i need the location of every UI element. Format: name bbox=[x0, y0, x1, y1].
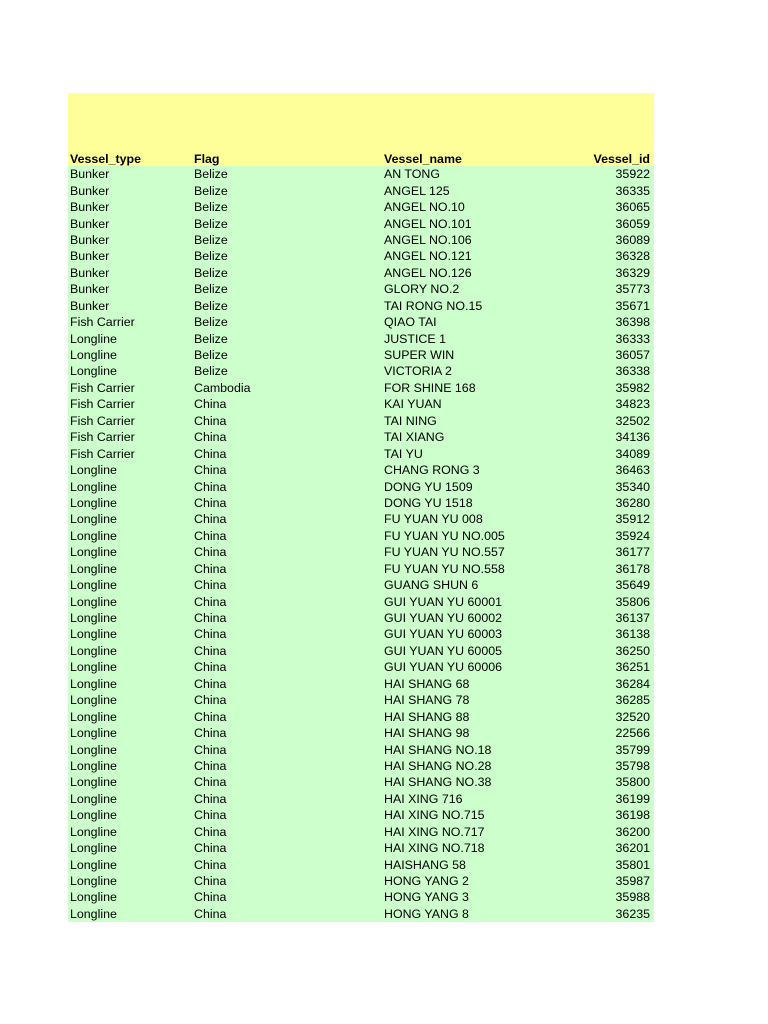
cell-vessel-id: 35799 bbox=[615, 742, 650, 757]
table-row bbox=[68, 824, 654, 840]
table-row bbox=[68, 561, 654, 577]
cell-flag: China bbox=[194, 545, 227, 560]
cell-flag: China bbox=[194, 463, 227, 478]
table-row bbox=[68, 413, 654, 429]
table-row bbox=[68, 199, 654, 215]
cell-vessel-name: ANGEL NO.106 bbox=[384, 232, 472, 247]
table-row bbox=[68, 906, 654, 922]
cell-flag: China bbox=[194, 775, 227, 790]
cell-vessel-id: 36138 bbox=[615, 627, 650, 642]
cell-flag: China bbox=[194, 413, 227, 428]
cell-vessel-name: ANGEL 125 bbox=[384, 183, 450, 198]
table-row bbox=[68, 462, 654, 478]
cell-vessel-type: Longline bbox=[70, 512, 117, 527]
cell-vessel-type: Longline bbox=[70, 726, 117, 741]
table-row bbox=[68, 873, 654, 889]
table-row bbox=[68, 528, 654, 544]
table-row bbox=[68, 692, 654, 708]
cell-vessel-id: 36335 bbox=[615, 183, 650, 198]
cell-vessel-type: Bunker bbox=[70, 265, 110, 280]
cell-flag: China bbox=[194, 841, 227, 856]
cell-vessel-type: Bunker bbox=[70, 183, 110, 198]
table-row bbox=[68, 347, 654, 363]
cell-vessel-name: GUI YUAN YU 60006 bbox=[384, 660, 503, 675]
cell-vessel-type: Longline bbox=[70, 594, 117, 609]
table-row bbox=[68, 593, 654, 609]
table-row bbox=[68, 215, 654, 231]
cell-vessel-id: 35912 bbox=[615, 512, 650, 527]
column-header-vessel-name: Vessel_name bbox=[384, 152, 462, 166]
cell-flag: Belize bbox=[194, 249, 228, 264]
table-row bbox=[68, 544, 654, 560]
cell-vessel-type: Longline bbox=[70, 676, 117, 691]
cell-vessel-id: 36338 bbox=[615, 364, 650, 379]
cell-vessel-name: QIAO TAI bbox=[384, 315, 437, 330]
cell-vessel-id: 35800 bbox=[615, 775, 650, 790]
cell-vessel-name: TAI YU bbox=[384, 446, 423, 461]
table-row bbox=[68, 807, 654, 823]
cell-vessel-type: Longline bbox=[70, 627, 117, 642]
table-row bbox=[68, 791, 654, 807]
cell-vessel-name: HAI SHANG NO.38 bbox=[384, 775, 492, 790]
cell-flag: China bbox=[194, 709, 227, 724]
cell-vessel-name: HAISHANG 58 bbox=[384, 857, 466, 872]
cell-vessel-id: 35649 bbox=[615, 578, 650, 593]
cell-vessel-name: HAI SHANG 78 bbox=[384, 693, 470, 708]
cell-flag: China bbox=[194, 660, 227, 675]
cell-vessel-name: TAI RONG NO.15 bbox=[384, 298, 483, 313]
cell-vessel-type: Longline bbox=[70, 709, 117, 724]
cell-vessel-name: FU YUAN YU NO.005 bbox=[384, 528, 505, 543]
cell-vessel-name: DONG YU 1509 bbox=[384, 479, 473, 494]
cell-vessel-id: 35922 bbox=[615, 167, 650, 182]
cell-vessel-type: Longline bbox=[70, 545, 117, 560]
cell-flag: Belize bbox=[194, 216, 228, 231]
table-row bbox=[68, 445, 654, 461]
cell-vessel-name: KAI YUAN bbox=[384, 397, 442, 412]
column-header-vessel-id: Vessel_id bbox=[593, 152, 650, 166]
cell-vessel-id: 36328 bbox=[615, 249, 650, 264]
cell-vessel-id: 36285 bbox=[615, 693, 650, 708]
cell-vessel-id: 35987 bbox=[615, 874, 650, 889]
table-row bbox=[68, 708, 654, 724]
cell-vessel-id: 36200 bbox=[615, 824, 650, 839]
cell-vessel-type: Longline bbox=[70, 331, 117, 346]
cell-vessel-id: 35806 bbox=[615, 594, 650, 609]
cell-vessel-name: FU YUAN YU NO.558 bbox=[384, 561, 505, 576]
cell-vessel-name: HAI SHANG NO.18 bbox=[384, 742, 492, 757]
cell-flag: China bbox=[194, 824, 227, 839]
cell-vessel-name: JUSTICE 1 bbox=[384, 331, 446, 346]
cell-vessel-type: Longline bbox=[70, 758, 117, 773]
table-row bbox=[68, 478, 654, 494]
table-row bbox=[68, 741, 654, 757]
table-row bbox=[68, 758, 654, 774]
cell-flag: Belize bbox=[194, 348, 228, 363]
cell-flag: Belize bbox=[194, 183, 228, 198]
header-banner bbox=[68, 93, 654, 149]
cell-flag: China bbox=[194, 446, 227, 461]
cell-flag: Belize bbox=[194, 298, 228, 313]
cell-vessel-type: Fish Carrier bbox=[70, 430, 135, 445]
cell-flag: China bbox=[194, 693, 227, 708]
cell-flag: China bbox=[194, 397, 227, 412]
table-row bbox=[68, 511, 654, 527]
cell-flag: China bbox=[194, 791, 227, 806]
table-row bbox=[68, 330, 654, 346]
cell-vessel-name: HAI XING NO.718 bbox=[384, 841, 485, 856]
cell-vessel-type: Fish Carrier bbox=[70, 397, 135, 412]
cell-flag: China bbox=[194, 611, 227, 626]
cell-flag: Belize bbox=[194, 232, 228, 247]
cell-vessel-id: 36284 bbox=[615, 676, 650, 691]
cell-vessel-id: 35340 bbox=[615, 479, 650, 494]
table-body bbox=[68, 166, 654, 922]
cell-vessel-type: Longline bbox=[70, 791, 117, 806]
cell-vessel-name: CHANG RONG 3 bbox=[384, 463, 480, 478]
cell-vessel-id: 34823 bbox=[615, 397, 650, 412]
cell-vessel-type: Longline bbox=[70, 364, 117, 379]
table-row bbox=[68, 676, 654, 692]
cell-vessel-id: 22566 bbox=[615, 726, 650, 741]
cell-vessel-type: Fish Carrier bbox=[70, 446, 135, 461]
cell-flag: China bbox=[194, 495, 227, 510]
cell-vessel-name: HAI SHANG NO.28 bbox=[384, 758, 492, 773]
cell-vessel-id: 32502 bbox=[615, 413, 650, 428]
cell-flag: China bbox=[194, 758, 227, 773]
cell-vessel-id: 35924 bbox=[615, 528, 650, 543]
cell-vessel-name: GUI YUAN YU 60001 bbox=[384, 594, 503, 609]
cell-flag: Belize bbox=[194, 315, 228, 330]
cell-flag: China bbox=[194, 643, 227, 658]
cell-vessel-type: Longline bbox=[70, 495, 117, 510]
cell-vessel-id: 36057 bbox=[615, 348, 650, 363]
table-row bbox=[68, 281, 654, 297]
cell-flag: China bbox=[194, 561, 227, 576]
table-row bbox=[68, 166, 654, 182]
cell-vessel-name: ANGEL NO.101 bbox=[384, 216, 472, 231]
cell-vessel-id: 35801 bbox=[615, 857, 650, 872]
column-header-vessel-type: Vessel_type bbox=[70, 152, 141, 166]
cell-flag: China bbox=[194, 512, 227, 527]
cell-vessel-name: HAI XING NO.715 bbox=[384, 808, 485, 823]
cell-vessel-type: Longline bbox=[70, 561, 117, 576]
cell-flag: China bbox=[194, 742, 227, 757]
table-header bbox=[68, 149, 654, 166]
cell-vessel-name: GUI YUAN YU 60005 bbox=[384, 643, 503, 658]
cell-vessel-type: Bunker bbox=[70, 167, 110, 182]
cell-vessel-type: Longline bbox=[70, 841, 117, 856]
cell-vessel-type: Longline bbox=[70, 643, 117, 658]
cell-vessel-type: Longline bbox=[70, 348, 117, 363]
cell-vessel-name: FU YUAN YU NO.557 bbox=[384, 545, 505, 560]
cell-vessel-name: DONG YU 1518 bbox=[384, 495, 473, 510]
cell-vessel-name: GUI YUAN YU 60002 bbox=[384, 611, 503, 626]
cell-vessel-name: TAI NING bbox=[384, 413, 437, 428]
cell-flag: China bbox=[194, 578, 227, 593]
cell-vessel-type: Fish Carrier bbox=[70, 380, 135, 395]
cell-vessel-name: HAI XING NO.717 bbox=[384, 824, 485, 839]
table-row bbox=[68, 774, 654, 790]
cell-vessel-id: 34136 bbox=[615, 430, 650, 445]
cell-vessel-id: 36065 bbox=[615, 200, 650, 215]
cell-vessel-id: 36329 bbox=[615, 265, 650, 280]
cell-vessel-type: Longline bbox=[70, 611, 117, 626]
cell-vessel-id: 36250 bbox=[615, 643, 650, 658]
cell-vessel-type: Longline bbox=[70, 808, 117, 823]
cell-vessel-type: Longline bbox=[70, 693, 117, 708]
cell-vessel-type: Longline bbox=[70, 463, 117, 478]
cell-vessel-name: HAI XING 716 bbox=[384, 791, 463, 806]
table-row bbox=[68, 429, 654, 445]
table-row bbox=[68, 396, 654, 412]
cell-vessel-type: Bunker bbox=[70, 232, 110, 247]
cell-vessel-type: Fish Carrier bbox=[70, 413, 135, 428]
cell-vessel-type: Bunker bbox=[70, 200, 110, 215]
cell-vessel-id: 36333 bbox=[615, 331, 650, 346]
cell-vessel-id: 36398 bbox=[615, 315, 650, 330]
cell-vessel-name: VICTORIA 2 bbox=[384, 364, 452, 379]
cell-vessel-type: Bunker bbox=[70, 282, 110, 297]
table-row bbox=[68, 725, 654, 741]
cell-vessel-name: AN TONG bbox=[384, 167, 440, 182]
column-header-flag: Flag bbox=[194, 152, 220, 166]
cell-flag: China bbox=[194, 726, 227, 741]
cell-flag: Cambodia bbox=[194, 380, 251, 395]
table-row bbox=[68, 577, 654, 593]
cell-flag: China bbox=[194, 857, 227, 872]
cell-vessel-name: GUI YUAN YU 60003 bbox=[384, 627, 503, 642]
table-row bbox=[68, 363, 654, 379]
cell-vessel-id: 36199 bbox=[615, 791, 650, 806]
cell-vessel-id: 32520 bbox=[615, 709, 650, 724]
cell-vessel-name: FU YUAN YU 008 bbox=[384, 512, 483, 527]
table-row bbox=[68, 298, 654, 314]
cell-vessel-type: Bunker bbox=[70, 216, 110, 231]
table-row bbox=[68, 232, 654, 248]
cell-vessel-type: Bunker bbox=[70, 298, 110, 313]
table-row bbox=[68, 248, 654, 264]
cell-flag: Belize bbox=[194, 167, 228, 182]
cell-vessel-id: 36089 bbox=[615, 232, 650, 247]
cell-vessel-id: 36201 bbox=[615, 841, 650, 856]
table-row bbox=[68, 314, 654, 330]
cell-flag: China bbox=[194, 479, 227, 494]
cell-flag: Belize bbox=[194, 331, 228, 346]
cell-vessel-name: HAI SHANG 98 bbox=[384, 726, 470, 741]
cell-vessel-name: TAI XIANG bbox=[384, 430, 445, 445]
cell-flag: Belize bbox=[194, 200, 228, 215]
cell-vessel-type: Longline bbox=[70, 742, 117, 757]
cell-vessel-id: 36235 bbox=[615, 906, 650, 921]
table-row bbox=[68, 610, 654, 626]
table-row bbox=[68, 659, 654, 675]
cell-vessel-type: Longline bbox=[70, 874, 117, 889]
cell-flag: China bbox=[194, 890, 227, 905]
cell-vessel-id: 36463 bbox=[615, 463, 650, 478]
cell-vessel-id: 36137 bbox=[615, 611, 650, 626]
table-row bbox=[68, 626, 654, 642]
cell-vessel-id: 35671 bbox=[615, 298, 650, 313]
cell-vessel-id: 36280 bbox=[615, 495, 650, 510]
cell-vessel-name: ANGEL NO.126 bbox=[384, 265, 472, 280]
cell-vessel-name: HONG YANG 8 bbox=[384, 906, 469, 921]
cell-vessel-name: HAI SHANG 88 bbox=[384, 709, 470, 724]
cell-flag: China bbox=[194, 627, 227, 642]
cell-vessel-name: GUANG SHUN 6 bbox=[384, 578, 479, 593]
cell-flag: China bbox=[194, 430, 227, 445]
cell-flag: Belize bbox=[194, 265, 228, 280]
cell-vessel-name: ANGEL NO.121 bbox=[384, 249, 472, 264]
cell-vessel-type: Longline bbox=[70, 890, 117, 905]
cell-vessel-id: 36251 bbox=[615, 660, 650, 675]
cell-flag: China bbox=[194, 906, 227, 921]
table-row bbox=[68, 380, 654, 396]
cell-flag: China bbox=[194, 808, 227, 823]
cell-vessel-id: 35982 bbox=[615, 380, 650, 395]
cell-flag: Belize bbox=[194, 282, 228, 297]
vessel-table bbox=[68, 93, 654, 922]
cell-flag: China bbox=[194, 676, 227, 691]
cell-vessel-name: HAI SHANG 68 bbox=[384, 676, 470, 691]
cell-vessel-type: Longline bbox=[70, 578, 117, 593]
cell-flag: China bbox=[194, 594, 227, 609]
cell-vessel-name: HONG YANG 2 bbox=[384, 874, 469, 889]
cell-vessel-id: 35773 bbox=[615, 282, 650, 297]
cell-vessel-type: Fish Carrier bbox=[70, 315, 135, 330]
table-row bbox=[68, 182, 654, 198]
cell-vessel-type: Longline bbox=[70, 479, 117, 494]
cell-flag: China bbox=[194, 874, 227, 889]
cell-vessel-name: GLORY NO.2 bbox=[384, 282, 460, 297]
cell-vessel-id: 35988 bbox=[615, 890, 650, 905]
table-row bbox=[68, 889, 654, 905]
cell-vessel-name: HONG YANG 3 bbox=[384, 890, 469, 905]
cell-vessel-id: 36177 bbox=[615, 545, 650, 560]
table-row bbox=[68, 643, 654, 659]
cell-vessel-type: Bunker bbox=[70, 249, 110, 264]
table-row bbox=[68, 495, 654, 511]
cell-vessel-type: Longline bbox=[70, 906, 117, 921]
cell-vessel-id: 36198 bbox=[615, 808, 650, 823]
cell-vessel-type: Longline bbox=[70, 775, 117, 790]
cell-vessel-name: ANGEL NO.10 bbox=[384, 200, 465, 215]
cell-vessel-id: 36059 bbox=[615, 216, 650, 231]
cell-vessel-id: 36178 bbox=[615, 561, 650, 576]
table-row bbox=[68, 265, 654, 281]
cell-vessel-name: SUPER WIN bbox=[384, 348, 455, 363]
cell-vessel-type: Longline bbox=[70, 528, 117, 543]
cell-vessel-type: Longline bbox=[70, 857, 117, 872]
table-row bbox=[68, 856, 654, 872]
cell-flag: Belize bbox=[194, 364, 228, 379]
table-row bbox=[68, 840, 654, 856]
cell-vessel-id: 35798 bbox=[615, 758, 650, 773]
cell-vessel-name: FOR SHINE 168 bbox=[384, 380, 476, 395]
cell-vessel-id: 34089 bbox=[615, 446, 650, 461]
cell-flag: China bbox=[194, 528, 227, 543]
cell-vessel-type: Longline bbox=[70, 660, 117, 675]
cell-vessel-type: Longline bbox=[70, 824, 117, 839]
